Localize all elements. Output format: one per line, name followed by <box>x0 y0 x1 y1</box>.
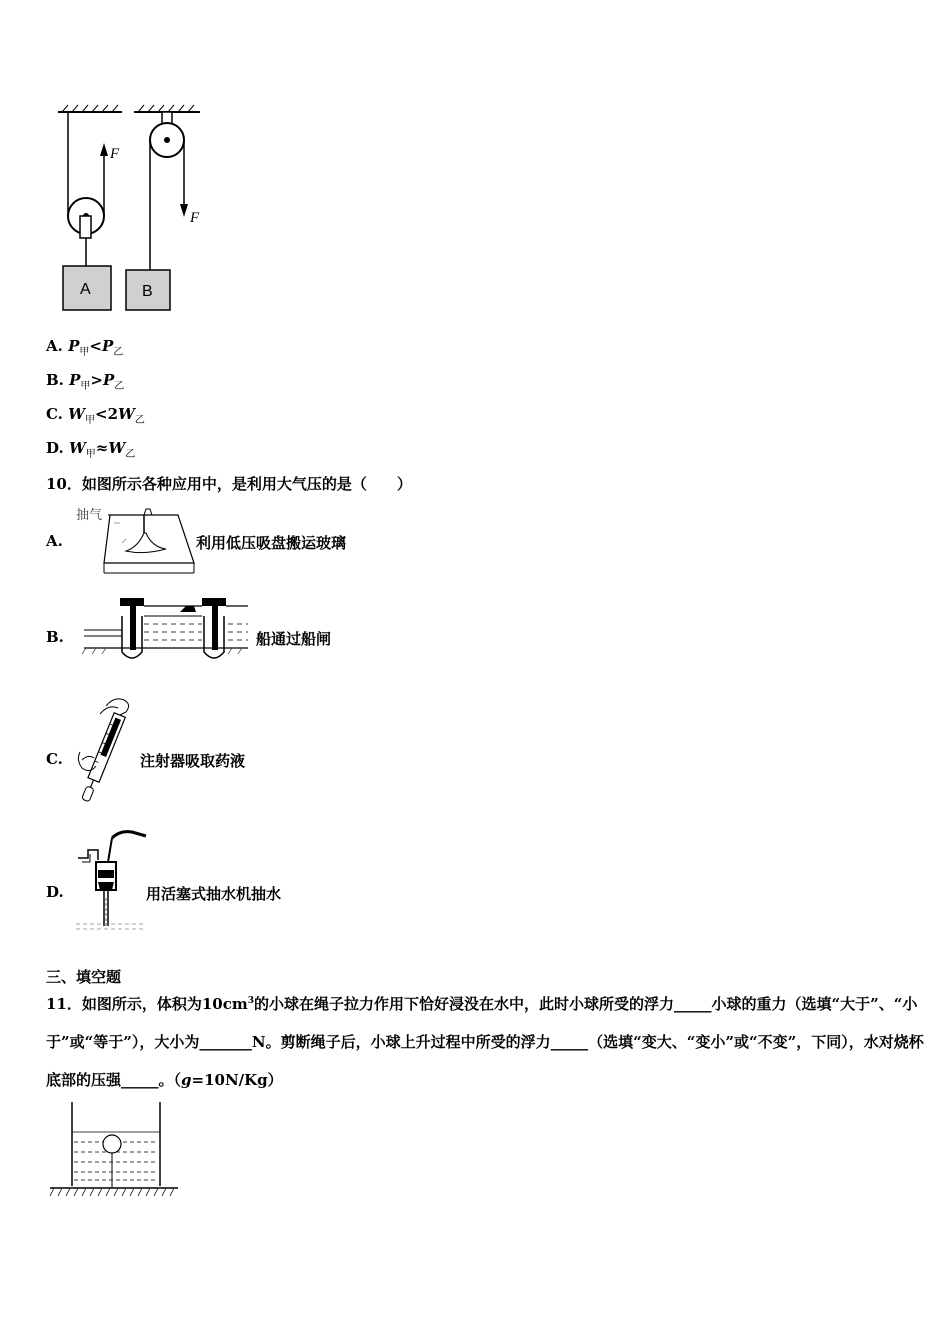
q10-option-c-caption: 注射器吸取药液 <box>140 752 246 770</box>
q9-option-b[interactable]: B. $P_甲>P_乙$ <box>46 371 125 392</box>
ship-lock-figure <box>82 590 252 670</box>
q10-option-c-letter[interactable]: C. <box>46 750 63 768</box>
section-title: 三、填空题 <box>46 968 122 986</box>
q11-stem: 11．如图所示，体积为$10cm^3$的小球在绳子拉力作用下恰好浸没在水中，此时小球所受的浮力_____小球的重力（选填“大于”、“小于”或“等于”），大小为_______N。剪断绳子后，小球上升过程中所受的浮力_____（选填“变大、“变小”或“不变”，下同），水对烧杯底部的压强_____。（g=10N/Kg） <box>46 995 924 1089</box>
force-label-right: F <box>190 210 200 226</box>
q10-option-a-caption: 利用低压吸盘搬运玻璃 <box>196 534 347 552</box>
q10-option-d-letter[interactable]: D. <box>46 883 64 901</box>
q10-option-a-letter[interactable]: A. <box>46 532 63 550</box>
q10-option-b-caption: 船通过船闸 <box>256 630 332 648</box>
piston-pump-figure <box>72 826 148 936</box>
q10-option-d-caption: 用活塞式抽水机抽水 <box>146 885 282 903</box>
beaker-ball-figure <box>48 1100 180 1200</box>
q10-option-b-letter[interactable]: B. <box>46 628 64 646</box>
force-label-left: F <box>110 146 120 162</box>
syringe-figure <box>68 694 138 810</box>
q9-option-d[interactable]: D. $W_甲\approx W_乙$ <box>46 439 136 460</box>
q10-stem: 10．如图所示各种应用中，是利用大气压的是（ ） <box>46 475 412 493</box>
suction-cup-glass-figure <box>74 503 194 575</box>
block-b-label: B <box>142 283 153 300</box>
q9-option-a[interactable]: A. $P_甲<P_乙$ <box>46 337 124 358</box>
block-a-label: A <box>80 281 91 298</box>
pulley-figure <box>50 98 230 318</box>
q9-option-c[interactable]: C. $W_甲<2W_乙$ <box>46 405 145 426</box>
pump-label: 抽气 <box>76 508 103 523</box>
